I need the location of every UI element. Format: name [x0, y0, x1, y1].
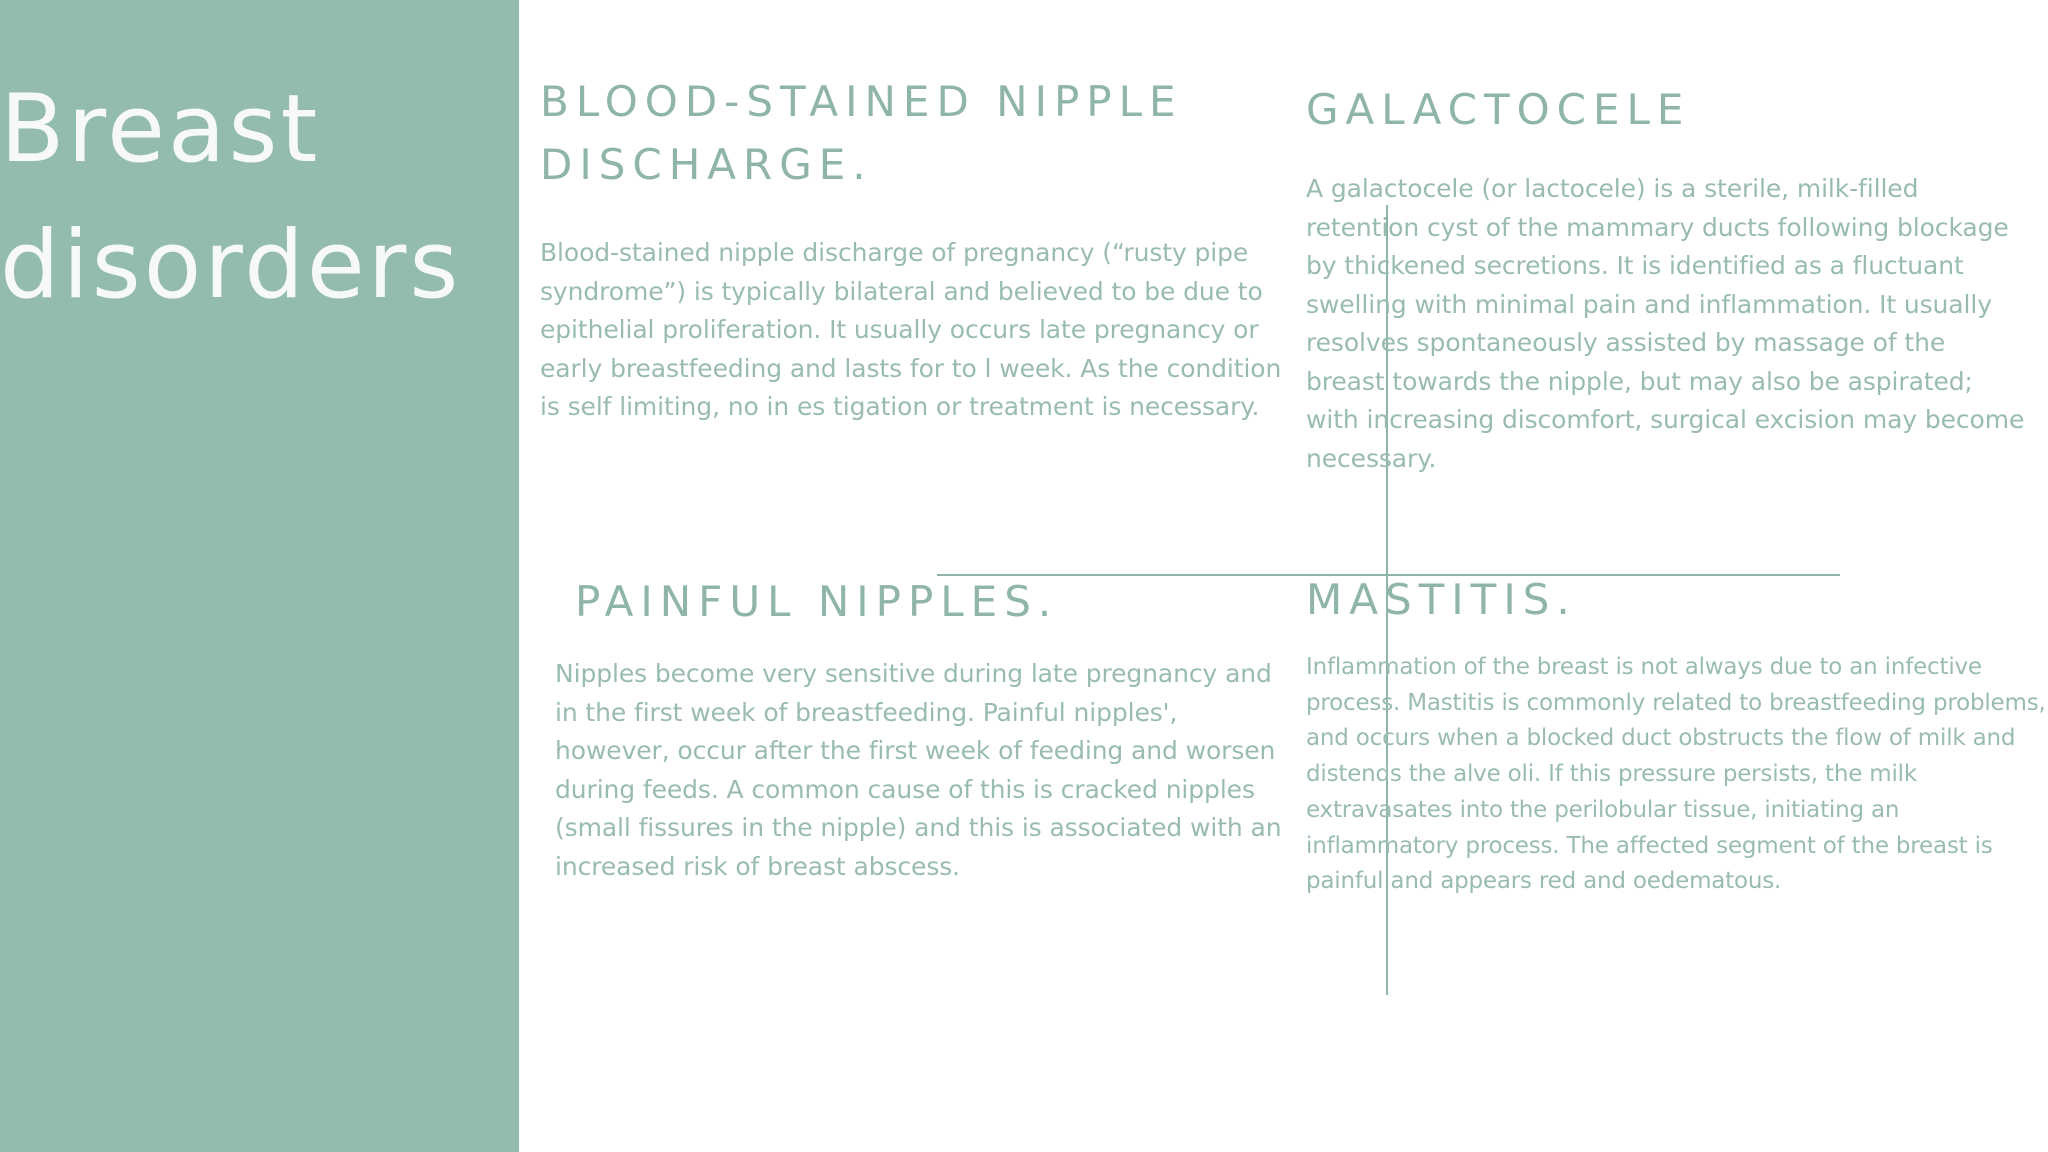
mastitis-body: Inflammation of the breast is not always due to an infective process. Mastitis is commonly related to breastfeeding problems, and occurs when a blocked duct obstructs the flow of milk and distends the alve oli. If this pressure persists, the milk extravasates into the perilobular tissue, initiating an inflammatory process. The affected segment of the breast is painful and appears red and oedematous.	[1306, 654, 2046, 895]
galactocele-body: A galactocele (or lactocele) is a sterile, milk-filled retention cyst of the mammary ducts following blockage by thickened secretions. It is identified as a fluctuant swelling with minimal pain and inflammation. It usually resolves spontaneously assisted by massage of the breast towards the nipple, but may also be aspirated; with increasing discomfort, surgical excision may become necessary.	[1306, 174, 2025, 473]
painful-nipples-heading: PAINFUL NIPPLES.	[575, 577, 1059, 626]
mastitis-heading: MASTITIS.	[1306, 575, 1577, 624]
slide-title-line1: Breast	[0, 75, 321, 184]
painful-nipples-body: Nipples become very sensitive during late pregnancy and in the first week of breastfeeding. Painful nipples', however, occur after the first week of feeding and worsen during feeds. A common cause of this is cracked nipples (small fissures in the nipple) and this is associated with an increased risk of breast abscess.	[555, 659, 1282, 881]
slide-title-line2: disorders	[0, 211, 462, 320]
blood-stained-body: Blood-stained nipple discharge of pregnancy (“rusty pipe syndrome”) is typically bilateral and believed to be due to epithelial proliferation. It usually occurs late pregnancy or early breastfeeding and lasts for to l week. As the condition is self limiting, no in es tigation or treatment is necessary.	[540, 238, 1282, 421]
galactocele-heading: GALACTOCELE	[1306, 85, 1691, 134]
blood-stained-heading	[540, 70, 1183, 196]
blood-stained-heading-line1: BLOOD-STAINED NIPPLE	[540, 77, 1183, 126]
blood-stained-heading-line2: DISCHARGE.	[540, 140, 873, 189]
slide-title	[0, 62, 461, 334]
